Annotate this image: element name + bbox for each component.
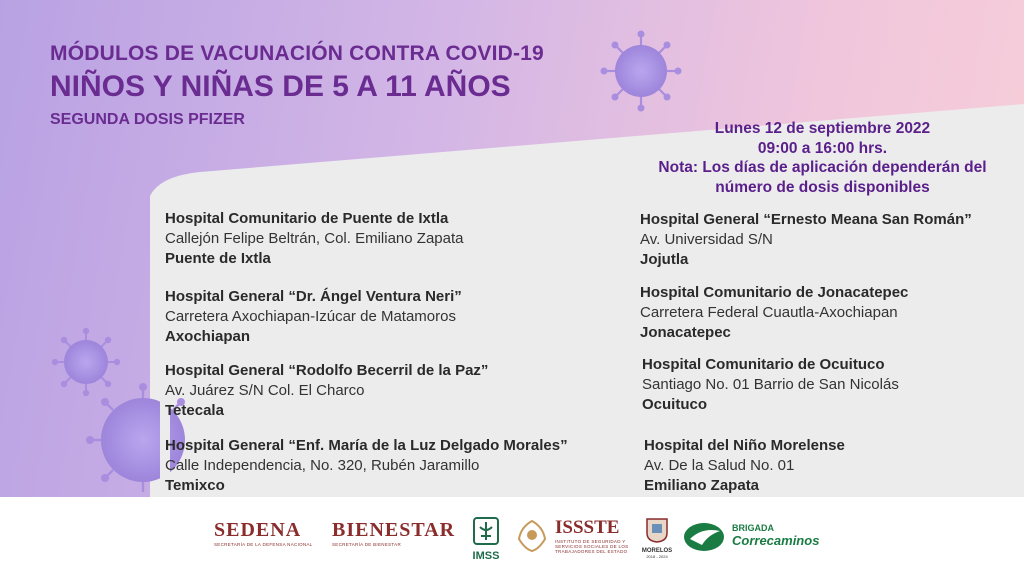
hospital-address: Av. Universidad S/N [640, 231, 773, 248]
hospital-address: Av. De la Salud No. 01 [644, 457, 795, 474]
hospital-city: Axochiapan [165, 328, 251, 345]
bienestar-subtext: SECRETARÍA DE BIENESTAR [332, 542, 401, 547]
hospital-name: Hospital General “Dr. Ángel Ventura Neri” [165, 288, 462, 305]
issste-emblem-icon [513, 517, 551, 553]
hospital-city: Jojutla [640, 251, 689, 268]
imss-logo [470, 517, 502, 562]
title-line1: MÓDULOS DE VACUNACIÓN CONTRA COVID-19 [50, 42, 544, 65]
hospital-name: Hospital General “Ernesto Meana San Román” [640, 211, 972, 228]
virus-icon [601, 31, 682, 112]
hospital-city: Emiliano Zapata [644, 477, 760, 494]
hospital-city: Jonacatepec [640, 324, 731, 341]
hospital-address: Santiago No. 01 Barrio de San Nicolás [642, 376, 899, 393]
virus-icon [52, 328, 120, 396]
schedule-date: Lunes 12 de septiembre 2022 [714, 120, 931, 137]
hospital-city: Ocuituco [642, 396, 708, 413]
schedule-note-line2: número de dosis disponibles [715, 178, 930, 196]
hospital-entry [165, 436, 568, 496]
sedena-text: SEDENA [214, 519, 302, 541]
correcaminos-bird-icon [682, 521, 728, 553]
hospital-entry [165, 209, 463, 269]
hospital-entry [165, 287, 462, 347]
bienestar-text: BIENESTAR [332, 519, 456, 541]
bienestar-logo [332, 519, 455, 547]
hospital-name: Hospital Comunitario de Ocuituco [642, 356, 885, 373]
brigada-text: BRIGADA [732, 523, 774, 533]
hospital-address: Callejón Felipe Beltrán, Col. Emiliano Zapata [165, 230, 464, 247]
title-line2: NIÑOS Y NIÑAS DE 5 A 11 AÑOS [50, 70, 511, 103]
hospital-name: Hospital General “Enf. María de la Luz Delgado Morales” [165, 437, 568, 454]
sedena-logo [214, 519, 313, 547]
morelos-text: MORELOS [641, 548, 673, 554]
hospital-name: Hospital General “Rodolfo Becerril de la Paz” [165, 362, 489, 379]
imss-text: IMSS [472, 550, 500, 562]
hospital-address: Carretera Federal Cuautla-Axochiapan [640, 304, 898, 321]
morelos-shield-icon [644, 517, 670, 543]
hospital-city: Temixco [165, 477, 225, 494]
hospital-name: Hospital del Niño Morelense [644, 437, 845, 454]
correcaminos-text: Correcaminos [732, 533, 820, 548]
hospital-entry [165, 361, 488, 421]
hospital-name: Hospital Comunitario de Jonacatepec [640, 284, 909, 301]
hospital-entry [640, 210, 972, 270]
sedena-subtext: SECRETARÍA DE LA DEFENSA NACIONAL [214, 542, 313, 547]
schedule-hours: 09:00 a 16:00 hrs. [757, 139, 888, 157]
hospital-city: Puente de Ixtla [165, 250, 271, 267]
subtitle: SEGUNDA DOSIS PFIZER [50, 111, 245, 128]
footer-logos [0, 497, 1024, 575]
morelos-subtext: 2018 - 2024 [646, 554, 668, 559]
issste-text: ISSSTE [555, 517, 620, 538]
hospital-entry [640, 283, 908, 343]
hospital-address: Av. Juárez S/N Col. El Charco [165, 382, 365, 399]
hospital-address: Calle Independencia, No. 320, Rubén Jaramillo [165, 457, 480, 474]
schedule-block [630, 119, 1015, 197]
hospital-city: Tetecala [165, 402, 224, 419]
imss-emblem-icon [471, 517, 501, 545]
morelos-logo [640, 517, 674, 559]
hospital-entry [644, 436, 845, 496]
schedule-note-line1: Nota: Los días de aplicación dependerán del [658, 159, 987, 176]
hospital-address: Carretera Axochiapan-Izúcar de Matamoros [165, 308, 456, 325]
hospital-entry [642, 355, 899, 415]
issste-subtext: INSTITUTO DE SEGURIDAD Y SERVICIOS SOCIALES DE LOS TRABAJADORES DEL ESTADO [555, 539, 629, 554]
hospital-name: Hospital Comunitario de Puente de Ixtla [165, 210, 449, 227]
